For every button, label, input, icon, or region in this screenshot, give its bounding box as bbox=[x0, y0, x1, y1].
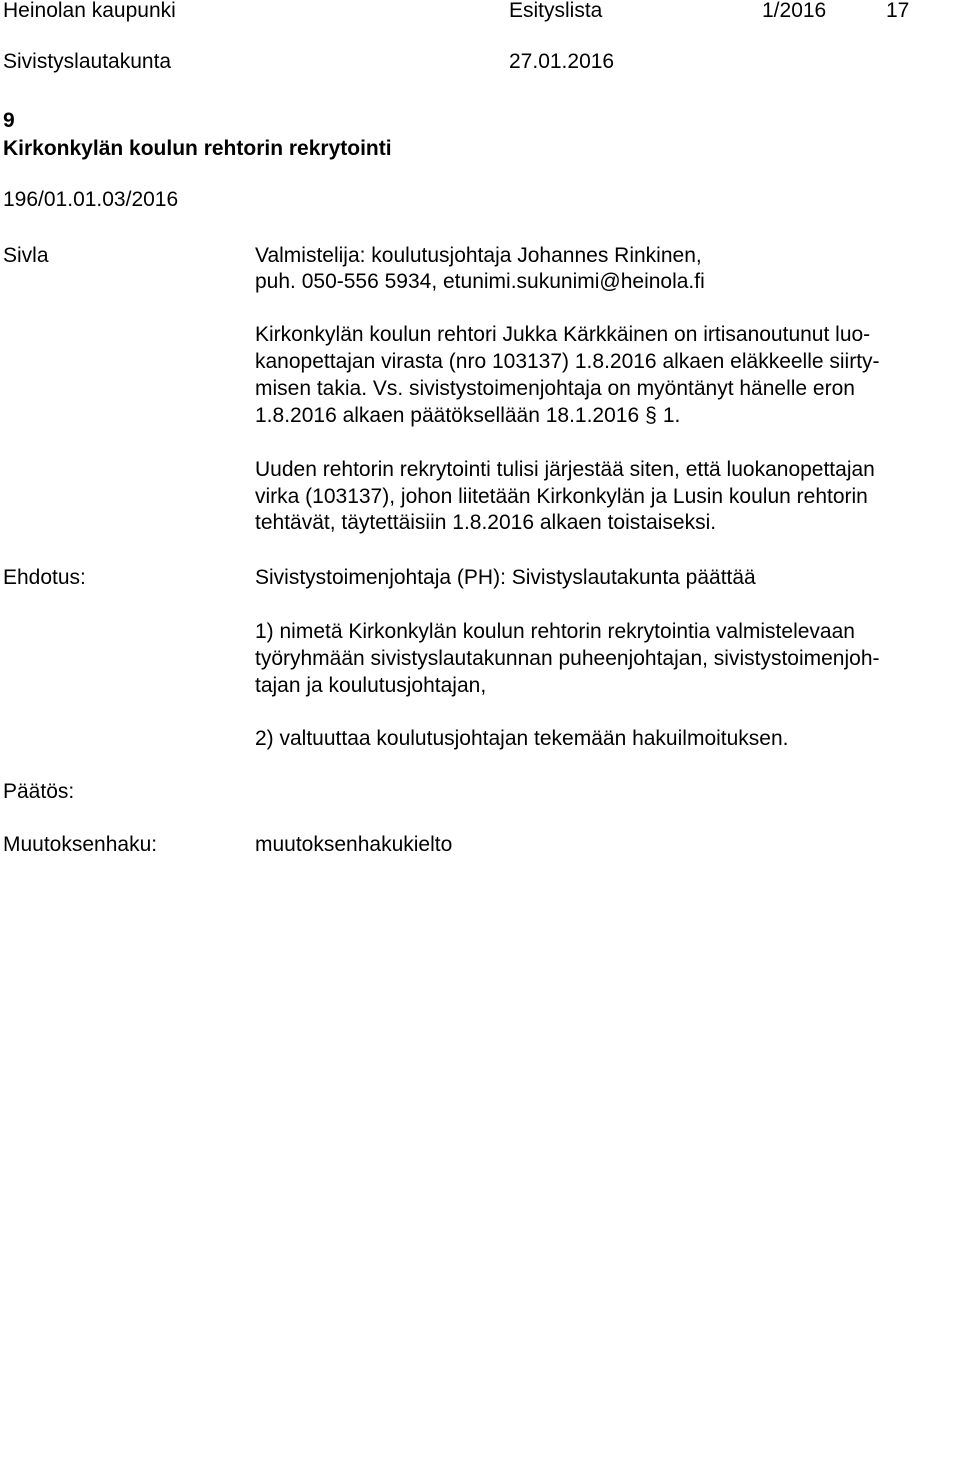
header-meeting-number: 1/2016 bbox=[762, 0, 827, 22]
header-doc-type: Esityslista bbox=[509, 0, 603, 22]
header-date: 27.01.2016 bbox=[509, 50, 615, 73]
section-sign: § bbox=[645, 404, 657, 427]
para2-line-1: Uuden rehtorin rekrytointi tulisi järjestää siten, että luokanopettajan bbox=[255, 458, 875, 481]
proposal-label: Ehdotus: bbox=[3, 566, 86, 589]
sivla-label: Sivla bbox=[3, 244, 49, 267]
proposal-intro: Sivistystoimenjohtaja (PH): Sivistyslautakunta päättää bbox=[255, 566, 756, 589]
para1-line-4-text: 1.8.2016 alkaen päätöksellään 18.1.2016 bbox=[255, 404, 640, 427]
para1-line-4 bbox=[255, 403, 680, 430]
proposal-item2: 2) valtuuttaa koulutusjohtajan tekemään hakuilmoituksen. bbox=[255, 727, 789, 750]
proposal-item1-line-1: 1) nimetä Kirkonkylän koulun rehtorin rekrytointia valmistelevaan bbox=[255, 620, 855, 643]
proposal-item1-line-2: työryhmään sivistyslautakunnan puheenjohtajan, sivistystoimenjoh- bbox=[255, 647, 880, 670]
item-title: Kirkonkylän koulun rehtorin rekrytointi bbox=[3, 137, 392, 160]
para2-line-2: virka (103137), johon liitetään Kirkonkylän ja Lusin koulun rehtorin bbox=[255, 485, 868, 508]
para1-line-1: Kirkonkylän koulun rehtori Jukka Kärkkäinen on irtisanoutunut luo- bbox=[255, 323, 871, 346]
preparer-line-1: Valmistelija: koulutusjohtaja Johannes Rinkinen, bbox=[255, 244, 702, 267]
para2-line-3: tehtävät, täytettäisiin 1.8.2016 alkaen toistaiseksi. bbox=[255, 511, 717, 534]
item-number: 9 bbox=[3, 109, 15, 132]
item-reference: 196/01.01.03/2016 bbox=[3, 188, 179, 211]
appeal-value: muutoksenhakukielto bbox=[255, 833, 453, 856]
header-board: Sivistyslautakunta bbox=[3, 50, 172, 73]
header-page-number: 17 bbox=[886, 0, 910, 22]
preparer-line-2: puh. 050-556 5934, etunimi.sukunimi@heinola.fi bbox=[255, 270, 705, 293]
decision-label: Päätös: bbox=[3, 780, 75, 803]
para1-line-3: misen takia. Vs. sivistystoimenjohtaja on myöntänyt hänelle eron bbox=[255, 377, 855, 400]
appeal-label: Muutoksenhaku: bbox=[3, 833, 158, 856]
proposal-item1-line-3: tajan ja koulutusjohtajan, bbox=[255, 674, 487, 697]
header-org: Heinolan kaupunki bbox=[3, 0, 176, 22]
para1-line-4-end: 1. bbox=[662, 404, 681, 427]
para1-line-2: kanopettajan virasta (nro 103137) 1.8.2016 alkaen eläkkeelle siirty- bbox=[255, 350, 880, 373]
